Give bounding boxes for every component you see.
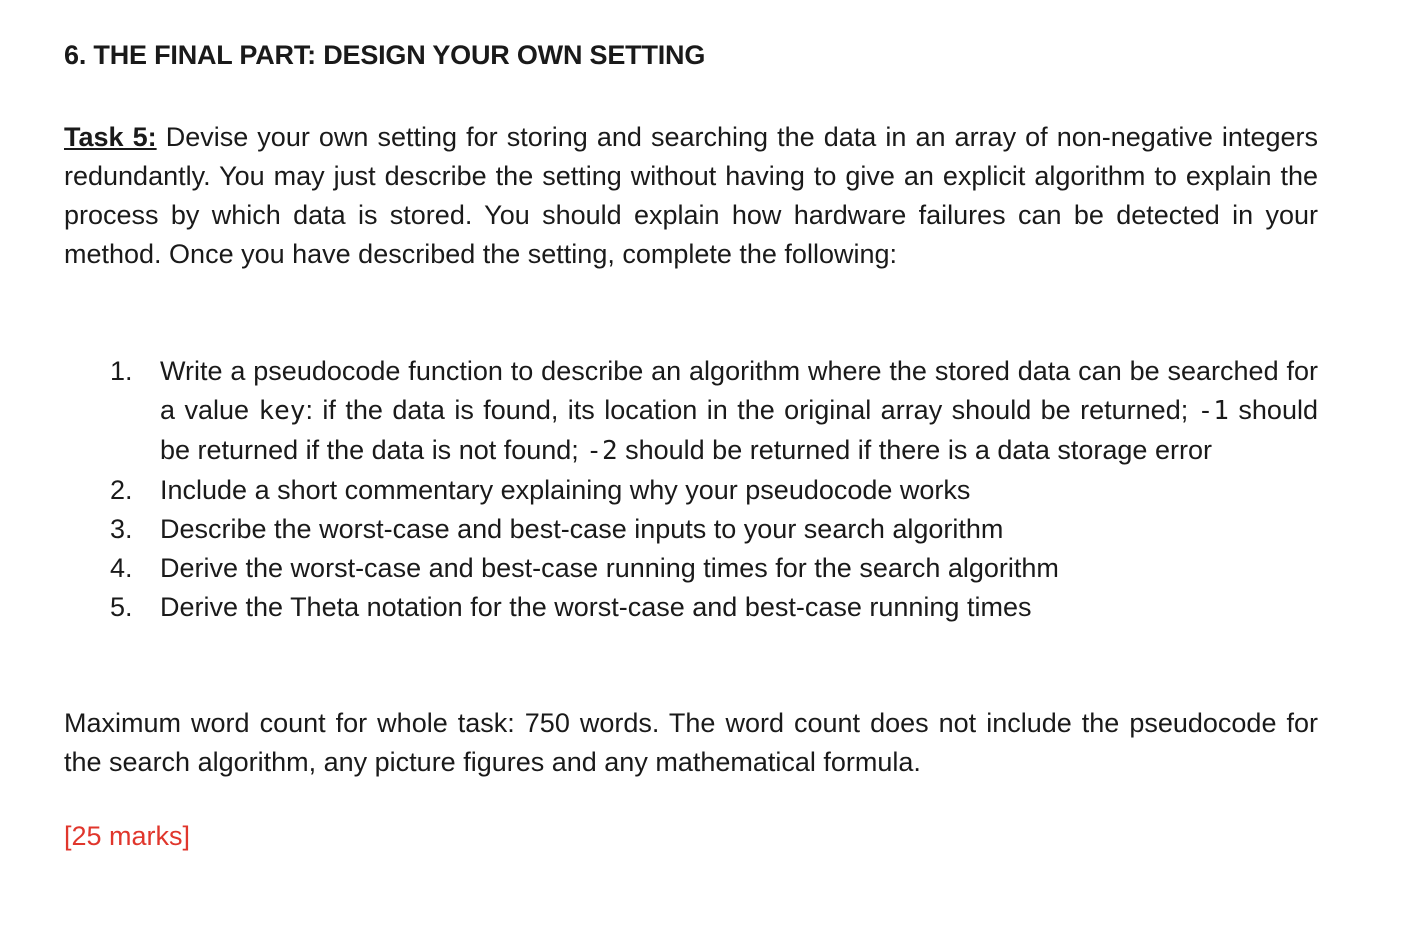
list-item-text: Write a pseudocode function to describe an algorithm where the stored data can be searched for a value [160, 356, 1318, 425]
list-item-number: 3. [110, 514, 133, 544]
list-item-text: should be returned if there is a data storage error [617, 435, 1212, 465]
list-item [110, 471, 1318, 510]
task-intro-paragraph [64, 118, 1318, 274]
list-item-text: Describe the worst-case and best-case inputs to your search algorithm [160, 514, 1004, 544]
word-count-note: Maximum word count for whole task: 750 words. The word count does not include the pseudocode for the search algorithm, any picture figures and any mathematical formula. [64, 708, 1318, 777]
section-heading: 6. THE FINAL PART: DESIGN YOUR OWN SETTING [64, 40, 706, 70]
list-item-number: 2. [110, 475, 133, 505]
task-label: Task 5: [64, 122, 157, 152]
code-minus-one: -1 [1197, 396, 1229, 426]
list-item [110, 352, 1318, 471]
marks-label: [25 marks] [64, 821, 191, 851]
list-item-text: : if the data is found, its location in the original array should be returned; [305, 395, 1198, 425]
list-item [110, 549, 1318, 588]
requirements-list [110, 352, 1318, 627]
list-item-text: should be returned if the data is not found; [160, 395, 1318, 465]
list-item-text: Include a short commentary explaining why your pseudocode works [160, 475, 971, 505]
task-description: Devise your own setting for storing and searching the data in an array of non-negative integers redundantly. You may just describe the setting without having to give an explicit algorithm to explain the process by which data is stored. You should explain how hardware failures can be detected in your method. Once you have described the setting, complete the following: [64, 122, 1318, 269]
list-item-number: 5. [110, 592, 133, 622]
code-key: key [258, 396, 306, 426]
list-item [110, 510, 1318, 549]
list-item-number: 1. [110, 356, 133, 386]
code-minus-two: -2 [586, 436, 618, 466]
list-item-text: Derive the worst-case and best-case running times for the search algorithm [160, 553, 1059, 583]
list-item [110, 588, 1318, 627]
list-item-text: Derive the Theta notation for the worst-case and best-case running times [160, 592, 1032, 622]
list-item-number: 4. [110, 553, 133, 583]
